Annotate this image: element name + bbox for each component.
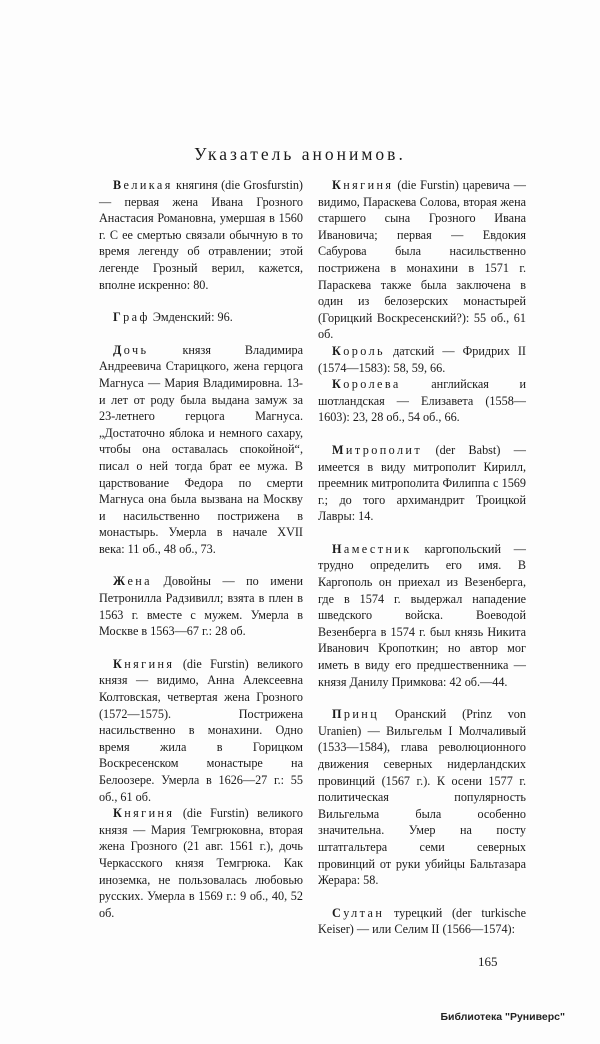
index-entry — [99, 805, 303, 921]
entry-lead: Султан — [332, 905, 385, 920]
entry-lead: Наместник — [332, 541, 412, 556]
entry-text: каргопольский — трудно определить его имя. В Каргополь он приехал из Везенберга, где в 1574 г. выдержал нападение шведского войска. Воеводой Везенберга в 1574 г. был князь Никита Иванович Кропоткин; но автор мог иметь в виду его предшественника — князя Данилу Примкова: 42 об.—44. — [318, 541, 526, 689]
entry-text: (der Babst) — имеется в виду митрополит Кирилл, преемник митрополита Филиппа с 1569 г.; до того архимандрит Троицкой Лавры: 14. — [318, 442, 526, 524]
entry-lead: Княгиня — [113, 806, 175, 821]
entry-text: (die Furstin) царевича — видимо, Параскева Солова, вторая жена старшего сына Грозного Ивана Ивановича; первая — Евдокия Сабурова была насильственно пострижена в монахини в 1571 г. Параскева также была заключена в один из белозерских монастырей (Горицкий Воскресенский?): 55 об., 61 об. — [318, 178, 526, 342]
entry-lead: Княгиня — [113, 656, 175, 671]
index-entry — [99, 573, 303, 639]
entry-text: Эмденский: 96. — [149, 310, 233, 325]
entry-text: английская и шотландская — Елизавета (1558—1603): 23, 28 об., 54 об., 66. — [318, 377, 526, 425]
entry-lead: Митрополит — [332, 442, 423, 457]
entry-lead: Граф — [113, 310, 150, 325]
entry-lead: Дочь — [113, 342, 149, 357]
entry-text: Оранский (Prinz von Uranien) — Вильгельм I Молчаливый (1533—1584), глава революционного движения северных нидерландских провинций (1567 г.). К осени 1577 г. политическая популярность Вильгельма была особенно значительна. Умер на посту штатгальтера семи северных провинций от руки убийцы Бальтазара Жерара: 58. — [318, 707, 526, 888]
columns — [0, 177, 600, 970]
index-entry — [318, 177, 526, 343]
entry-text: (die Furstin) великого князя — видимо, Анна Алексеевна Колтовская, четвертая жена Грозного (1572—1575). Пострижена насильственно в монахини. Одно время жила в Горицком Воскресенском монастыре на Белоозере. Умерла в 1626—27 г.: 55 об., 61 об. — [99, 656, 303, 804]
entry-lead: Королева — [332, 377, 401, 392]
index-entry — [318, 343, 526, 376]
entry-text: княгиня (die Grosfurstin) — первая жена Ивана Грозного Анастасия Романовна, умершая в 1560 г. С ее смертью связали обычную в то время легенду об отравлении; этой легенде Грозный верил, кажется, вполне искренно: 80. — [99, 178, 303, 292]
entry-lead: Жена — [113, 574, 152, 589]
right-column — [318, 177, 526, 970]
entry-lead: Великая — [113, 178, 173, 192]
index-entry — [99, 342, 303, 558]
index-entry — [318, 442, 526, 525]
index-entry — [99, 177, 303, 293]
entry-lead: Принц — [332, 707, 380, 722]
index-entry — [99, 656, 303, 805]
index-entry — [99, 309, 303, 326]
page-number: 165 — [478, 953, 498, 969]
index-entry — [318, 706, 526, 889]
index-entry — [318, 905, 526, 938]
left-column — [99, 177, 303, 921]
index-entry — [318, 541, 526, 690]
entry-lead: Король — [332, 343, 386, 358]
entry-text: турецкий (der turkische Keiser) — или Селим II (1566—1574): — [318, 905, 526, 937]
entry-text: князя Владимира Андреевича Старицкого, жена герцога Магнуса — Мария Владимировна. 13-и лет от роду была выдана замуж за 23-летнего герцога Магнуса. „Достаточно яблока и немного сахару, чтобы она оставалась спокойной“, писал о ней тогда брат ее мужа. В царствование Федора по смерти Магнуса она была вызвана на Москву и насильственно пострижена в монастырь. Умерла в начале XVII века: 11 об., 48 об., 73. — [99, 342, 303, 556]
index-entry — [318, 376, 526, 426]
entry-text: датский — Фридрих II (1574—1583): 58, 59, 66. — [318, 343, 526, 375]
entry-text: (die Furstin) великого князя — Мария Темгрюковна, вторая жена Грозного (21 авг. 1561 г.), дочь Черкасского князя Темгрюка. Как иноземка, не пользовалась любовью русских. Умерла в 1569 г.: 9 об., 40, 52 об. — [99, 806, 303, 920]
entry-lead: Княгиня — [332, 178, 394, 192]
entry-text: Довойны — по имени Петронилла Радзивилл; взята в плен в 1563 г. вместе с мужем. Умерла в Москве в 1563—67 г.: 28 об. — [99, 574, 303, 639]
page-title: Указатель анонимов. — [194, 144, 406, 164]
library-footer: Библиотека "Руниверс" — [440, 1010, 565, 1023]
